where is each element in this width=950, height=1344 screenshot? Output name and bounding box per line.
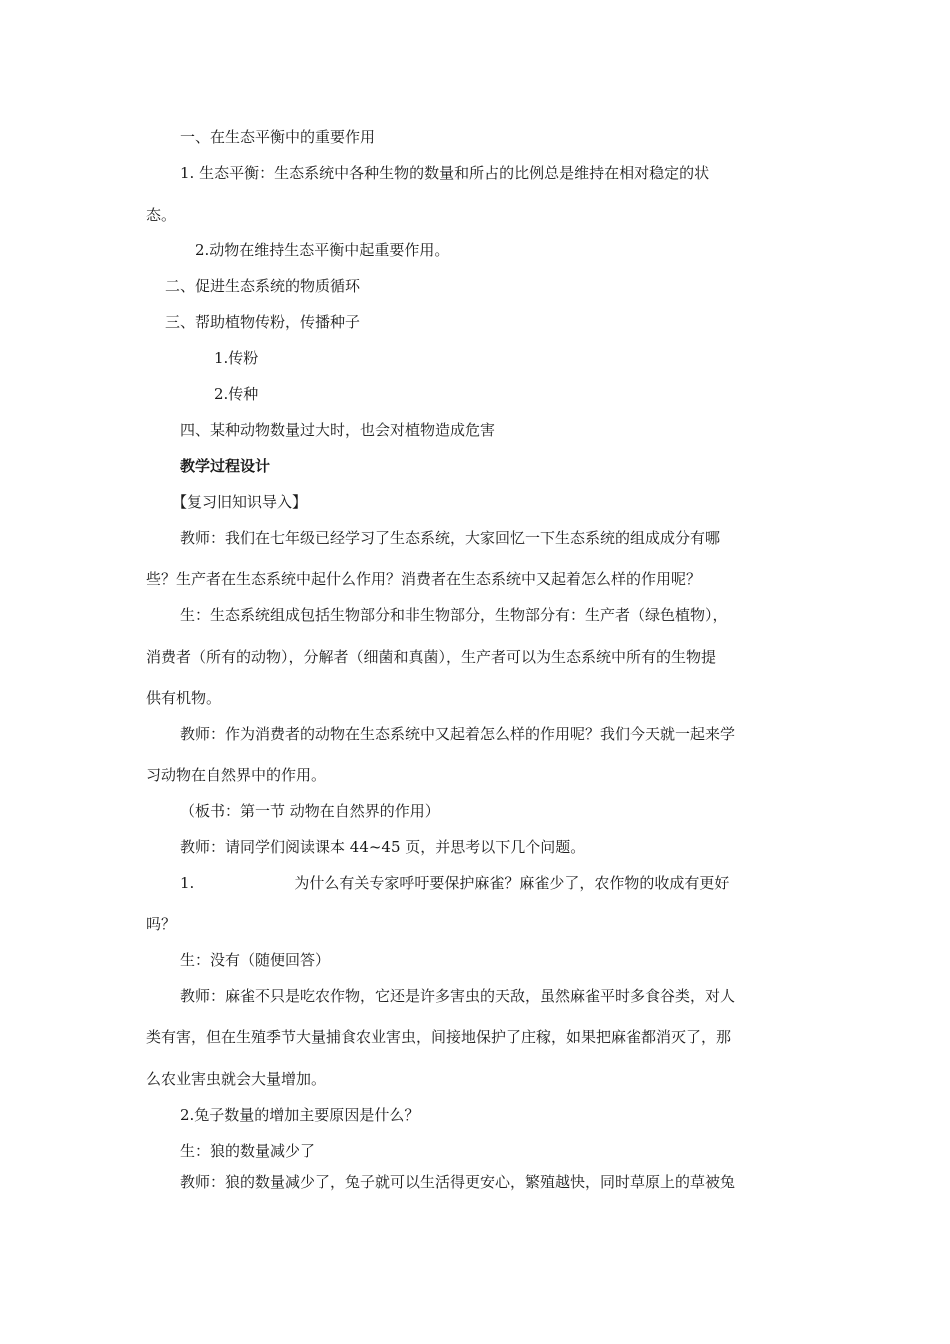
student-line-2: 生：没有（随便回答） bbox=[180, 951, 331, 969]
teacher-line-1a: 教师：我们在七年级已经学习了生态系统，大家回忆一下生态系统的组成成分有哪 bbox=[180, 529, 721, 547]
student-line-1a: 生：生态系统组成包括生物部分和非生物部分，生物部分有：生产者（绿色植物）， bbox=[180, 606, 728, 624]
section-heading-3: 三、帮助植物传粉，传播种子 bbox=[165, 313, 361, 331]
teacher-line-1b: 些？生产者在生态系统中起什么作用？消费者在生态系统中又起着怎么样的作用呢？ bbox=[146, 570, 702, 588]
question-1-number: 1. bbox=[180, 874, 195, 892]
question-2: 2.兔子数量的增加主要原因是什么？ bbox=[180, 1106, 420, 1124]
teacher-line-3: 教师：请同学们阅读课本 44~45 页，并思考以下几个问题。 bbox=[180, 838, 586, 856]
question-1-line-b: 吗？ bbox=[146, 915, 177, 933]
teacher-line-4c: 么农业害虫就会大量增加。 bbox=[146, 1070, 327, 1088]
sub-point-seed-dispersal: 2.传种 bbox=[214, 385, 259, 403]
point-2: 2.动物在维持生态平衡中起重要作用。 bbox=[195, 241, 450, 259]
teacher-line-5: 教师：狼的数量减少了，兔子就可以生活得更安心，繁殖越快，同时草原上的草被兔 bbox=[180, 1173, 736, 1191]
definition-line-2: 态。 bbox=[146, 206, 177, 224]
blackboard-note: （板书：第一节 动物在自然界的作用） bbox=[180, 802, 440, 820]
teacher-line-4a: 教师：麻雀不只是吃农作物，它还是许多害虫的天敌，虽然麻雀平时多食谷类，对人 bbox=[180, 987, 736, 1005]
question-1-line-a bbox=[180, 873, 729, 893]
review-heading: 【复习旧知识导入】 bbox=[172, 493, 308, 511]
teacher-line-2a: 教师：作为消费者的动物在生态系统中又起着怎么样的作用呢？我们今天就一起来学 bbox=[180, 725, 736, 743]
sub-point-pollination: 1.传粉 bbox=[214, 349, 259, 367]
teacher-line-2b: 习动物在自然界中的作用。 bbox=[146, 766, 327, 784]
definition-line-1: 1. 生态平衡：生态系统中各种生物的数量和所占的比例总是维持在相对稳定的状 bbox=[180, 164, 710, 182]
question-1-text: 为什么有关专家呼吁要保护麻雀？麻雀少了，农作物的收成有更好 bbox=[294, 874, 730, 892]
process-title: 教学过程设计 bbox=[180, 457, 271, 475]
section-heading-2: 二、促进生态系统的物质循环 bbox=[165, 277, 361, 295]
section-heading-4: 四、某种动物数量过大时，也会对植物造成危害 bbox=[180, 421, 496, 439]
section-heading-1: 一、在生态平衡中的重要作用 bbox=[180, 128, 376, 146]
student-line-1b: 消费者（所有的动物），分解者（细菌和真菌），生产者可以为生态系统中所有的生物提 bbox=[146, 648, 717, 666]
student-line-3: 生：狼的数量减少了 bbox=[180, 1142, 316, 1160]
student-line-1c: 供有机物。 bbox=[146, 689, 222, 707]
teacher-line-4b: 类有害，但在生殖季节大量捕食农业害虫，间接地保护了庄稼，如果把麻雀都消灭了，那 bbox=[146, 1028, 732, 1046]
